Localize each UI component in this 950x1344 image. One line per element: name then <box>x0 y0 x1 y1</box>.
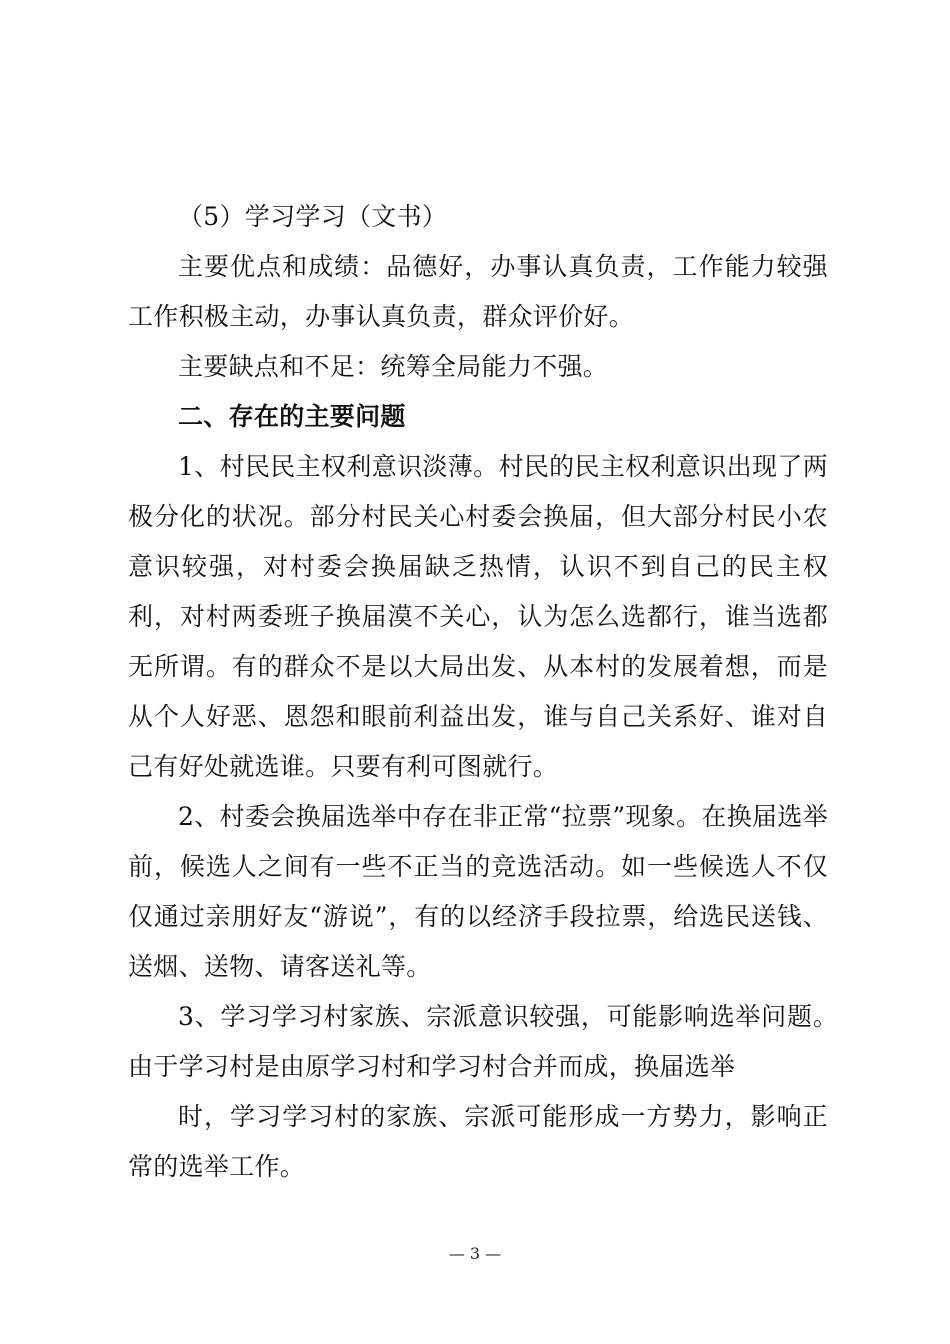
member-name-line: （5）学习学习（文书） <box>178 202 448 231</box>
page-number: — 3 — <box>448 1244 502 1263</box>
weaknesses-paragraph: 主要缺点和不足：统筹全局能力不强。 <box>178 352 609 381</box>
problem-1-paragraph: 1、村民民主权利意识淡薄。村民的民主权利意识出现了两极分化的状况。部分村民关心村委会换届，但大部分村民小农意识较强，对村委会换届缺乏热情，认识不到自己的民主权利，对村两委班子换届漠不关心，认为怎么选都行，谁当选都无所谓。有的群众不是以大局出发、从本村的发展着想，而是从个人好恶、恩怨和眼前利益出发，谁与自己关系好、谁对自己有好处就选谁。只要有利可图就行。 <box>128 452 828 781</box>
strengths-paragraph: 主要优点和成绩：品德好，办事认真负责，工作能力较强工作积极主动，办事认真负责，群众评价好。 <box>128 252 828 331</box>
problem-3-paragraph: 3、学习学习村家族、宗派意识较强，可能影响选举问题。由于学习村是由原学习村和学习村合并而成，换届选举 <box>128 1002 838 1081</box>
problem-2-paragraph: 2、村委会换届选举中存在非正常“拉票”现象。在换届选举前，候选人之间有一些不正当的竞选活动。如一些候选人不仅仅通过亲朋好友“游说”，有的以经济手段拉票，给选民送钱、送烟、送物、请客送礼等。 <box>128 802 828 981</box>
document-body <box>128 192 838 1192</box>
section-heading: 二、存在的主要问题 <box>178 402 406 431</box>
problem-3-continuation: 时，学习学习村的家族、宗派可能形成一方势力，影响正常的选举工作。 <box>128 1102 828 1181</box>
